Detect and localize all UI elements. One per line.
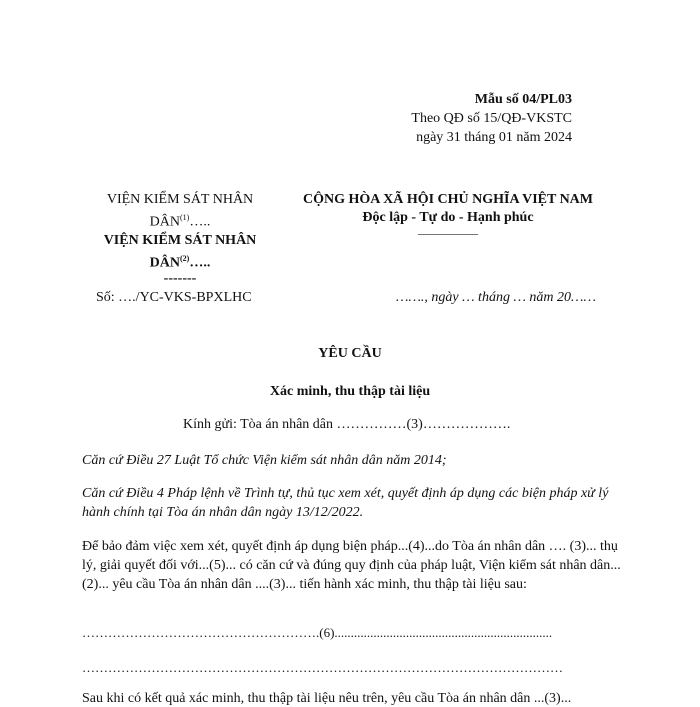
legal-basis-1: Căn cứ Điều 27 Luật Tổ chức Viện kiểm sát nhân dân năm 2014;: [82, 453, 447, 468]
form-number: Mẫu số 04/PL03: [474, 92, 572, 107]
national-motto: Độc lập - Tự do - Hạnh phúc: [362, 210, 534, 225]
agency-divider: -------: [163, 271, 197, 287]
closing-paragraph: Sau khi có kết quả xác minh, thu thập tài liệu nêu trên, yêu cầu Tòa án nhân dân ...(3)...: [82, 691, 572, 706]
fill-line-6: ……………………………………………….(6)...................................................................: [82, 625, 553, 640]
legal-basis-2: Căn cứ Điều 4 Pháp lệnh về Trình tự, thủ tục xem xét, quyết định áp dụng các biện pháp xử lý hành chính tại Tòa án nhân dân ngày 13/12/2022.: [82, 486, 609, 520]
motto-divider: —————: [418, 226, 478, 240]
recipient-line: Kính gửi: Tòa án nhân dân ……………(3)……………….: [183, 417, 511, 432]
agency-level-1: VIỆN KIỂM SÁT NHÂN DÂN$^{(1)}$…..: [106, 192, 254, 230]
body-paragraph: Để bảo đảm việc xem xét, quyết định áp dụng biện pháp...(4)...do Tòa án nhân dân …. (3)... thụ lý, giải quyết đối với...(5)... có căn cứ và đúng quy định của pháp luật, Viện kiểm sát nhân dân...(2)... yêu cầu Tòa án nhân dân ....(3)... tiến hành xác minh, thu thập tài liệu sau:: [82, 539, 621, 592]
nation-name: CỘNG HÒA XÃ HỘI CHỦ NGHĨA VIỆT NAM: [302, 192, 593, 207]
issuing-agency-block: [90, 191, 270, 286]
document-subtitle: Xác minh, thu thập tài liệu: [269, 384, 431, 399]
form-reference: [411, 90, 572, 147]
place-date: ……., ngày … tháng … năm 20……: [396, 290, 596, 305]
fill-line-blank: …………………………………………………………………………………………………: [82, 660, 563, 675]
document-number: Số: …./YC-VKS-BPXLHC: [96, 290, 252, 305]
form-date: ngày 31 tháng 01 năm 2024: [416, 130, 572, 145]
agency-level-2: VIỆN KIỂM SÁT NHÂN DÂN$^{(2)}$…..: [103, 232, 257, 271]
document-title: YÊU CẦU: [318, 346, 382, 361]
form-decision: Theo QĐ số 15/QĐ-VKSTC: [411, 111, 572, 126]
national-header: [288, 191, 608, 239]
